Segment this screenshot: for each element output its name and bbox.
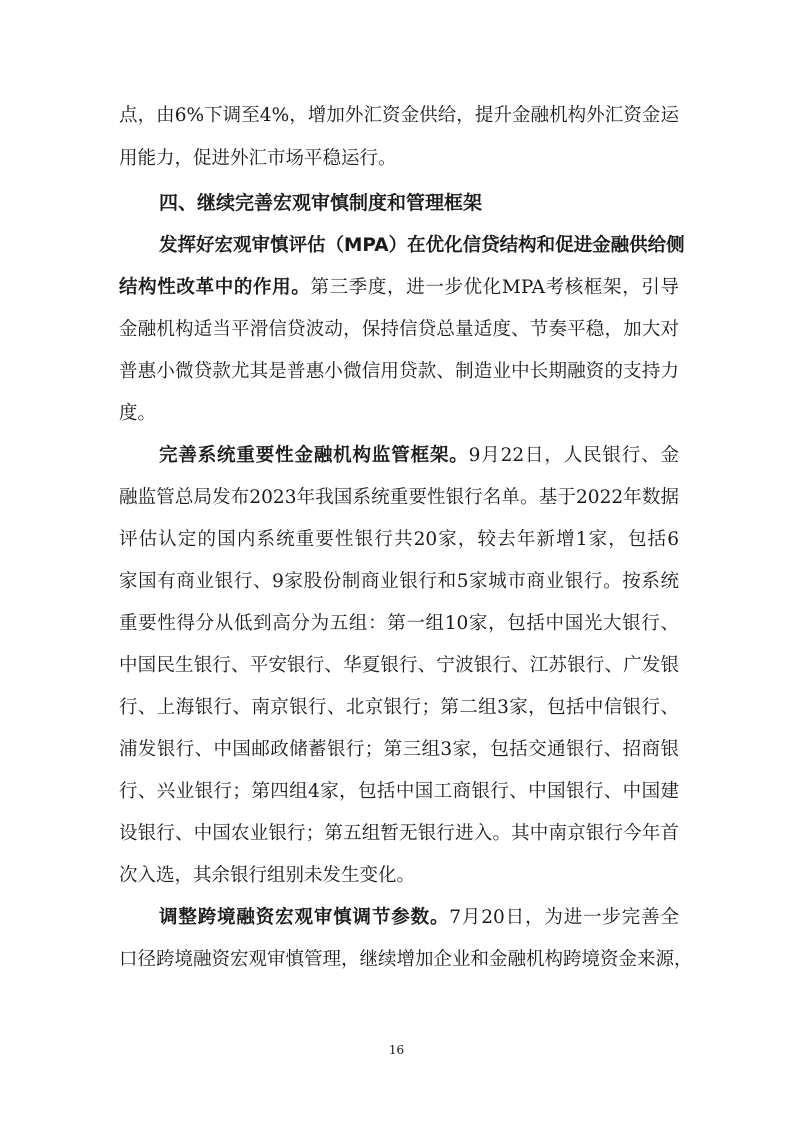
p4-line-1-rest: 7月20日，为进一步完善全 (449, 907, 679, 928)
p3-line-5: 重要性得分从低到高分为五组：第一组10家，包括中国光大银行、 (119, 613, 679, 634)
p2-line-4: 普惠小微贷款尤其是普惠小微信用贷款、制造业中长期融资的支持力 (119, 361, 679, 382)
p3-line-11: 次入选，其余银行组别未发生变化。 (119, 865, 416, 886)
p3-line-10: 设银行、中国农业银行；第五组暂无银行进入。其中南京银行今年首 (119, 823, 679, 844)
p3-line-4: 家国有商业银行、9家股份制商业银行和5家城市商业银行。按系统 (119, 571, 679, 592)
p3-line-1-rest: 9月22日，人民银行、金 (468, 445, 679, 466)
p2-line-3: 金融机构适当平滑信贷波动，保持信贷总量适度、节奏平稳，加大对 (119, 319, 679, 340)
p1-line-1: 点，由6%下调至4%，增加外汇资金供给，提升金融机构外汇资金运 (119, 105, 679, 126)
p4-line-2: 口径跨境融资宏观审慎管理，继续增加企业和金融机构跨境资金来源， (119, 949, 693, 970)
p3-line-1 (159, 443, 679, 469)
page-number: 16 (388, 1043, 405, 1057)
p3-line-9: 行、兴业银行；第四组4家，包括中国工商银行、中国银行、中国建 (119, 781, 679, 802)
p3-line-2: 融监管总局发布2023年我国系统重要性银行名单。基于2022年数据 (119, 487, 679, 508)
p2-line-2 (119, 275, 679, 301)
p3-bold-lead: 完善系统重要性金融机构监管框架。 (159, 445, 469, 466)
p3-line-8: 浦发银行、中国邮政储蓄银行；第三组3家，包括交通银行、招商银 (119, 739, 679, 760)
p2-bold-line-1: 发挥好宏观审慎评估（MPA）在优化信贷结构和促进金融供给侧 (159, 235, 685, 256)
p3-line-3: 评估认定的国内系统重要性银行共20家，较去年新增1家，包括6 (119, 529, 679, 550)
p1-line-2: 用能力，促进外汇市场平稳运行。 (119, 148, 397, 169)
p3-line-6: 中国民生银行、平安银行、华夏银行、宁波银行、江苏银行、广发银 (119, 655, 679, 676)
p2-line-5: 度。 (119, 403, 157, 424)
p4-bold-lead: 调整跨境融资宏观审慎调节参数。 (159, 907, 450, 928)
section-heading: 四、继续完善宏观审慎制度和管理框架 (159, 192, 483, 214)
p2-bold-line-2: 结构性改革中的作用。 (119, 277, 311, 298)
p2-line-2-rest: 第三季度，进一步优化MPA考核框架，引导 (310, 277, 679, 298)
p4-line-1 (159, 905, 679, 931)
p3-line-7: 行、上海银行、南京银行、北京银行；第二组3家，包括中信银行、 (119, 697, 679, 718)
